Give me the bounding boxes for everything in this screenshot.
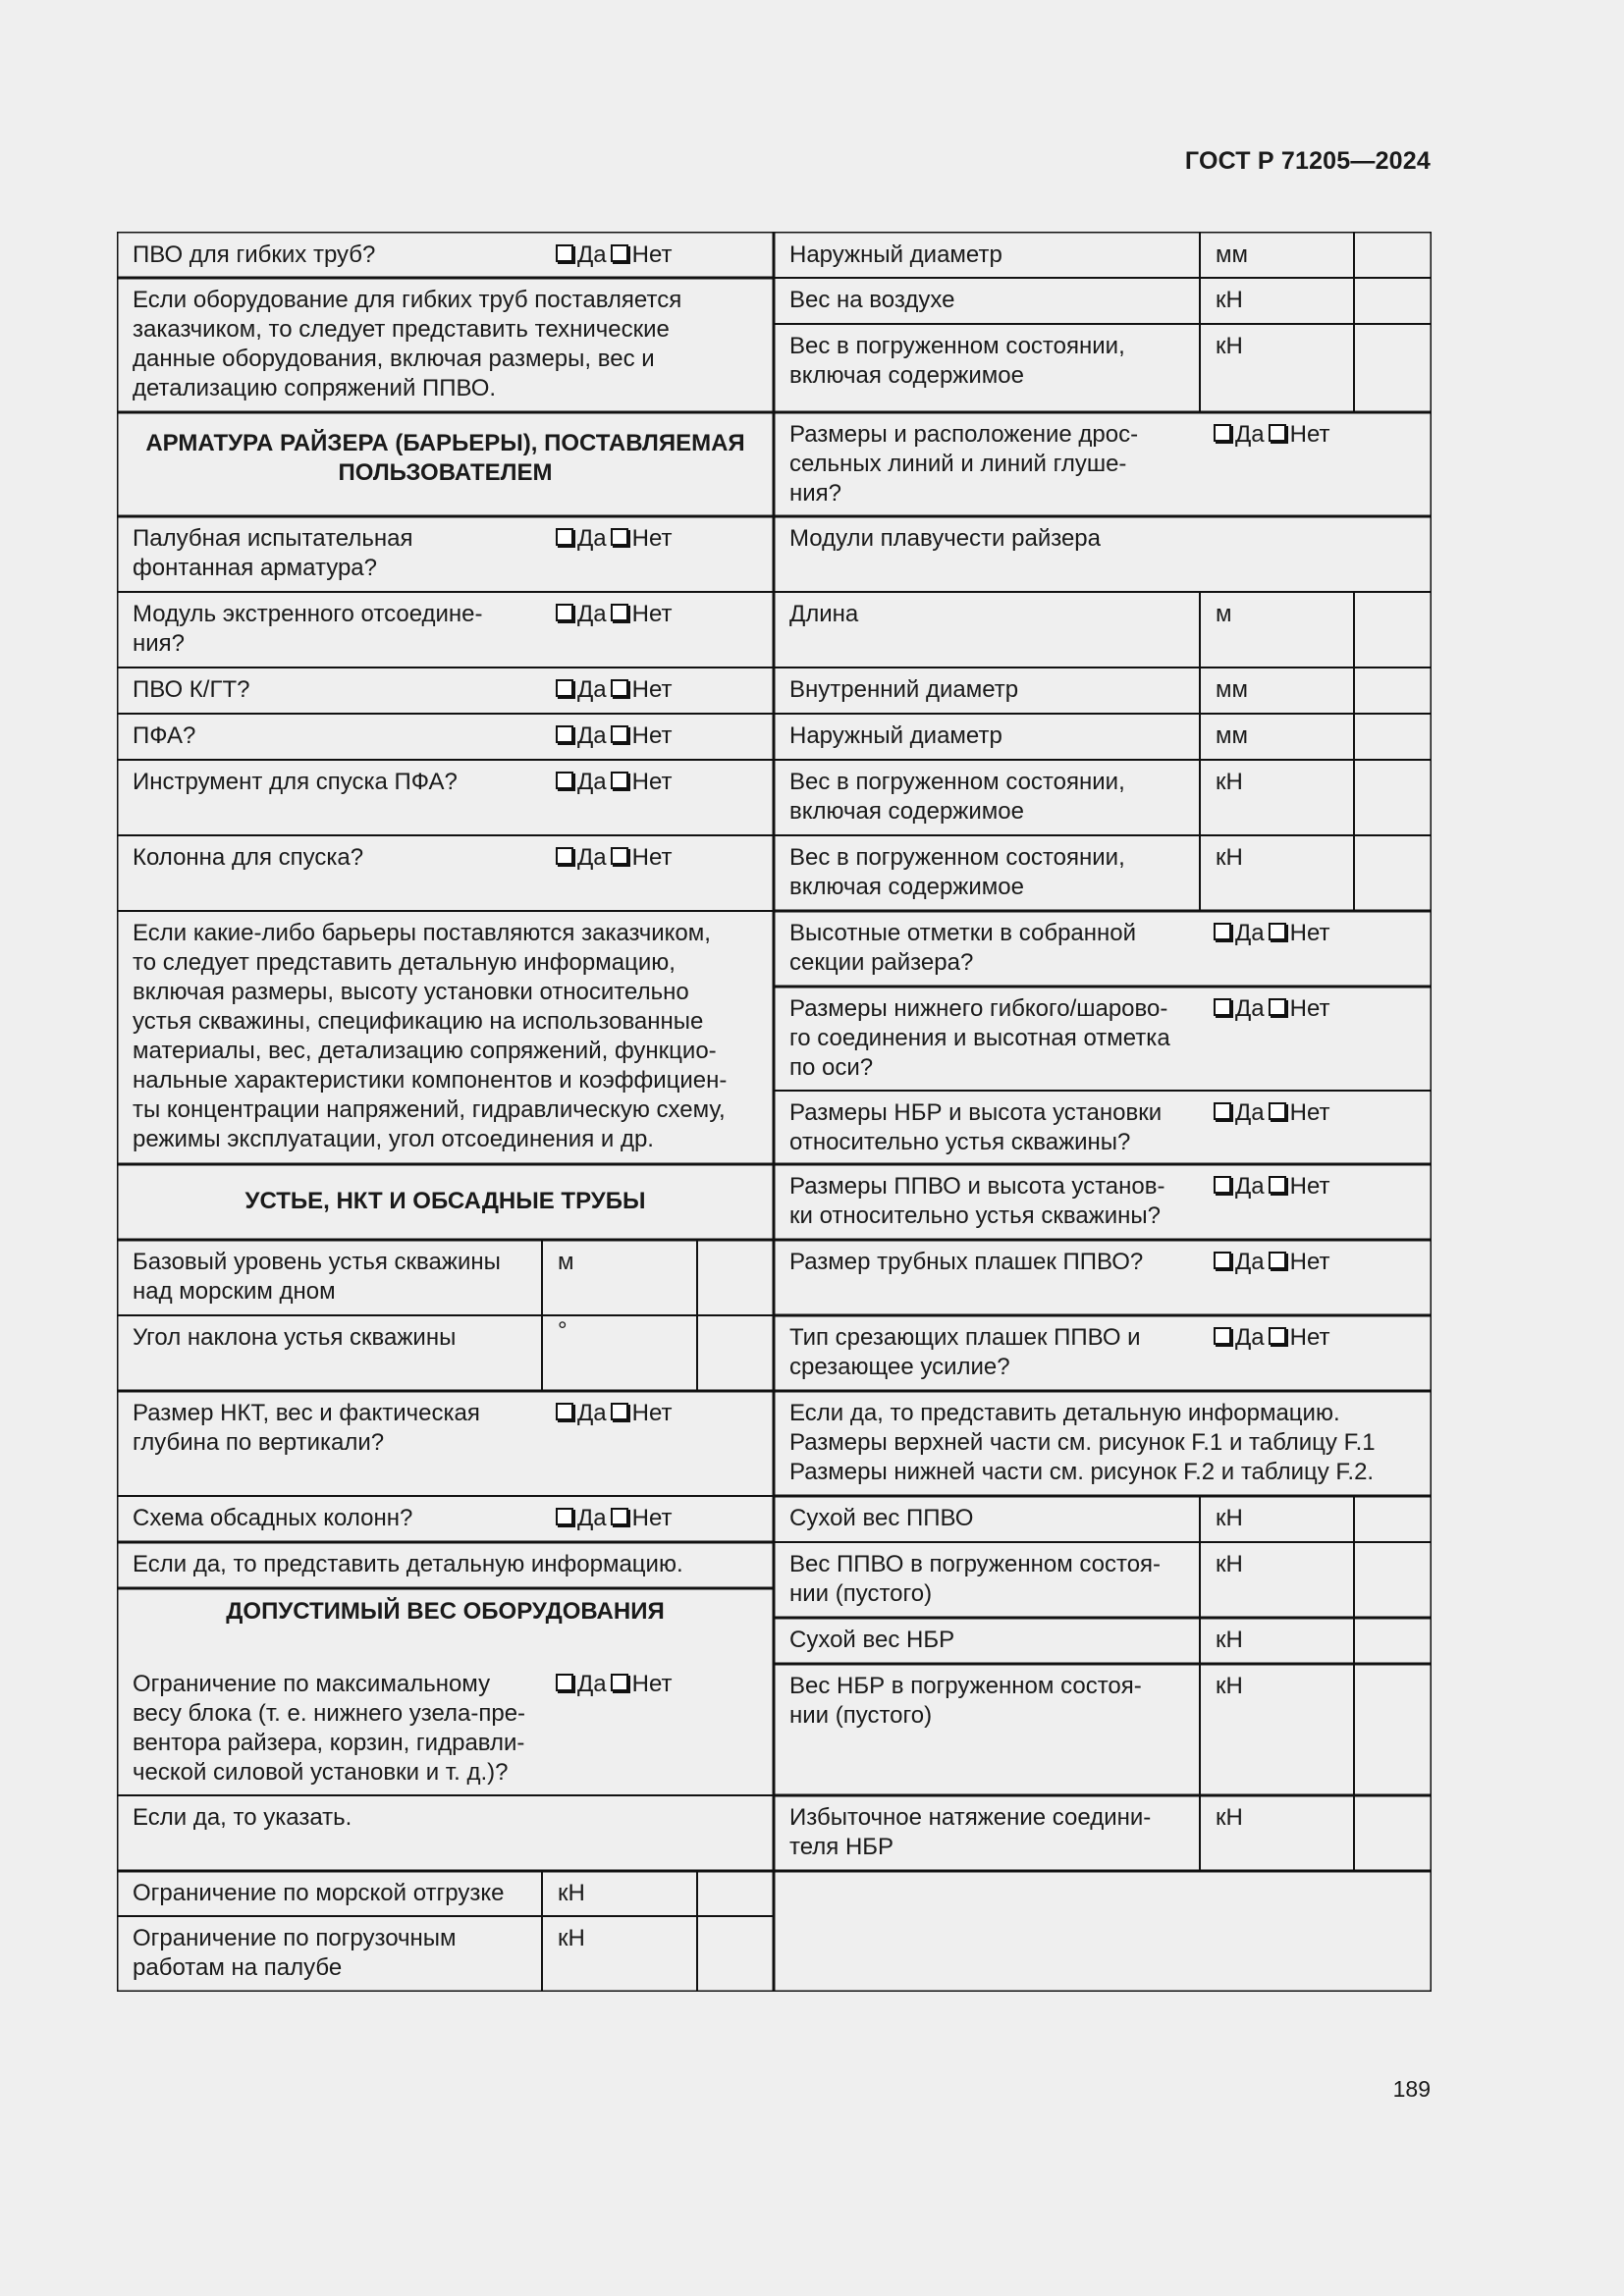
emergency-disconnect-question: Модуль экстренного отсоедине- ния? xyxy=(133,601,483,657)
checkbox-icon[interactable] xyxy=(1269,1176,1286,1194)
checkbox-icon[interactable] xyxy=(611,604,628,621)
checkbox-icon[interactable] xyxy=(1269,1102,1286,1120)
offshore-shipping-limit-label: Ограничение по морской отгрузке xyxy=(133,1880,505,1906)
sbop-submerged-weight-label: Вес ППВО в погруженном состоя- нии (пустого) xyxy=(789,1551,1162,1607)
deck-handling-limit-unit: кН xyxy=(558,1925,585,1951)
wellhead-datum-label: Базовый уровень устья скважины над морским дном xyxy=(133,1249,501,1305)
buoyancy-submerged-weight-unit: кН xyxy=(1216,769,1243,795)
lmrp-dimensions-choice[interactable]: Да Нет xyxy=(1214,1098,1329,1128)
shear-rams-choice[interactable]: Да Нет xyxy=(1214,1323,1329,1353)
section-heading-allowable-weight: ДОПУСТИМЫЙ ВЕС ОБОРУДОВАНИЯ xyxy=(226,1598,665,1625)
deck-test-tree-choice[interactable]: Да Нет xyxy=(556,524,672,554)
sbop-dry-weight-label: Сухой вес ППВО xyxy=(789,1505,974,1531)
emergency-disconnect-choice[interactable]: Да Нет xyxy=(556,600,672,629)
tree-running-tool-choice[interactable]: Да Нет xyxy=(556,768,672,797)
buoyancy-modules-heading: Модули плавучести райзера xyxy=(789,525,1102,552)
inner-diameter-unit: мм xyxy=(1216,676,1248,703)
checkbox-icon[interactable] xyxy=(556,528,573,546)
checkbox-icon[interactable] xyxy=(611,528,628,546)
max-block-weight-question: Ограничение по максимальному весу блока (т. е. нижнего узела-пре- вентора райзера, корзин, гидравли- ческой силовой установки и т. д.)? xyxy=(133,1671,526,1786)
checkbox-icon[interactable] xyxy=(1214,1252,1231,1269)
flex-joint-choice[interactable]: Да Нет xyxy=(1214,994,1329,1024)
subsea-tree-question: ПФА? xyxy=(133,722,196,749)
checkbox-icon[interactable] xyxy=(611,1403,628,1420)
checkbox-icon[interactable] xyxy=(556,1674,573,1691)
checkbox-icon[interactable] xyxy=(1269,998,1286,1016)
checkbox-icon[interactable] xyxy=(1214,1327,1231,1345)
running-string-question: Колонна для спуска? xyxy=(133,844,364,871)
running-string-choice[interactable]: Да Нет xyxy=(556,843,672,873)
checkbox-icon[interactable] xyxy=(611,725,628,743)
pipe-rams-choice[interactable]: Да Нет xyxy=(1214,1248,1329,1277)
air-weight-unit: кН xyxy=(1216,287,1243,313)
deck-test-tree-question: Палубная испытательная фонтанная арматура? xyxy=(133,525,413,581)
checkbox-icon[interactable] xyxy=(556,725,573,743)
length-unit: м xyxy=(1216,601,1232,627)
checkbox-icon[interactable] xyxy=(611,847,628,865)
choke-kill-lines-question: Размеры и расположение дрос- сельных линий и линий глуше- ния? xyxy=(789,421,1139,507)
casing-scheme-choice[interactable]: Да Нет xyxy=(556,1504,672,1533)
lmrp-submerged-weight-label: Вес НБР в погруженном состоя- нии (пустого) xyxy=(789,1673,1142,1729)
riser-elevations-question: Высотные отметки в собранной секции райзера? xyxy=(789,920,1137,976)
tree-running-tool-question: Инструмент для спуска ПФА? xyxy=(133,769,458,795)
lmrp-dry-weight-label: Сухой вес НБР xyxy=(789,1627,955,1653)
checkbox-icon[interactable] xyxy=(1269,1327,1286,1345)
lmrp-dimensions-question: Размеры НБР и высота установки относительно устья скважины? xyxy=(789,1099,1163,1155)
checkbox-icon[interactable] xyxy=(1214,424,1231,442)
checkbox-icon[interactable] xyxy=(1214,1102,1231,1120)
max-block-weight-choice[interactable]: Да Нет xyxy=(556,1670,672,1699)
sbop-dry-weight-unit: кН xyxy=(1216,1505,1243,1531)
sbop-details-note: Если да, то представить детальную информацию. Размеры верхней части см. рисунок F.1 и таблицу F.1 Размеры нижней части см. рисунок F.2 и таблицу F.2. xyxy=(789,1400,1376,1485)
checkbox-icon[interactable] xyxy=(1214,998,1231,1016)
checkbox-icon[interactable] xyxy=(556,1508,573,1525)
checkbox-icon[interactable] xyxy=(556,679,573,697)
checkbox-icon[interactable] xyxy=(611,1508,628,1525)
wellhead-inclination-label: Угол наклона устья скважины xyxy=(133,1324,457,1351)
deck-handling-limit-label: Ограничение по погрузочным работам на палубе xyxy=(133,1925,457,1981)
sbop-submerged-weight-unit: кН xyxy=(1216,1551,1243,1577)
buoyancy-submerged-weight-label: Вес в погруженном состоянии, включая содержимое xyxy=(789,769,1125,825)
buoyancy-submerged-weight-2-label: Вес в погруженном состоянии, включая содержимое xyxy=(789,844,1125,900)
lmrp-dry-weight-unit: кН xyxy=(1216,1627,1243,1653)
coiled-tubing-bop-choice[interactable]: Да Нет xyxy=(556,675,672,705)
lmrp-submerged-weight-unit: кН xyxy=(1216,1673,1243,1699)
section-heading-riser-fittings: АРМАТУРА РАЙЗЕРА (БАРЬЕРЫ), ПОСТАВЛЯЕМАЯ ПОЛЬЗОВАТЕЛЕМ xyxy=(145,430,745,486)
checkbox-icon[interactable] xyxy=(1269,1252,1286,1269)
checkbox-icon[interactable] xyxy=(611,679,628,697)
questionnaire-table xyxy=(117,232,1432,1992)
checkbox-icon[interactable] xyxy=(556,772,573,789)
checkbox-icon[interactable] xyxy=(1269,424,1286,442)
pipe-rams-question: Размер трубных плашек ППВО? xyxy=(789,1249,1144,1275)
tubing-size-choice[interactable]: Да Нет xyxy=(556,1399,672,1428)
flexible-pipe-bop-choice[interactable]: Да Нет xyxy=(556,240,672,270)
outer-diameter-label: Наружный диаметр xyxy=(789,241,1002,268)
checkbox-icon[interactable] xyxy=(611,1674,628,1691)
lmrp-overpull-label: Избыточное натяжение соедини- теля НБР xyxy=(789,1804,1152,1860)
checkbox-icon[interactable] xyxy=(1269,923,1286,940)
coiled-tubing-bop-question: ПВО К/ГТ? xyxy=(133,676,250,703)
flexible-pipe-bop-question: ПВО для гибких труб? xyxy=(133,241,376,268)
document-code: ГОСТ Р 71205—2024 xyxy=(1184,147,1431,175)
shear-rams-question: Тип срезающих плашек ППВО и срезающее усилие? xyxy=(789,1324,1141,1380)
riser-elevations-choice[interactable]: Да Нет xyxy=(1214,919,1329,948)
buoyancy-outer-diameter-unit: мм xyxy=(1216,722,1248,749)
checkbox-icon[interactable] xyxy=(611,244,628,262)
wellhead-inclination-unit: ° xyxy=(558,1317,568,1344)
page-number: 189 xyxy=(1392,2076,1431,2102)
outer-diameter-unit: мм xyxy=(1216,241,1248,268)
casing-details-note: Если да, то представить детальную информацию. xyxy=(133,1551,683,1577)
tubing-size-question: Размер НКТ, вес и фактическая глубина по вертикали? xyxy=(133,1400,480,1456)
offshore-shipping-limit-unit: кН xyxy=(558,1880,585,1906)
checkbox-icon[interactable] xyxy=(611,772,628,789)
sbop-dimensions-question: Размеры ППВО и высота установ- ки относительно устья скважины? xyxy=(789,1173,1165,1229)
checkbox-icon[interactable] xyxy=(1214,923,1231,940)
specify-note: Если да, то указать. xyxy=(133,1804,352,1831)
buoyancy-outer-diameter-label: Наружный диаметр xyxy=(789,722,1002,749)
choke-kill-lines-choice[interactable]: Да Нет xyxy=(1214,420,1329,450)
submerged-weight-label: Вес в погруженном состоянии, включая содержимое xyxy=(789,333,1125,389)
flex-joint-question: Размеры нижнего гибкого/шарово- го соединения и высотная отметка по оси? xyxy=(789,995,1170,1081)
flexible-pipe-note: Если оборудование для гибких труб поставляется заказчиком, то следует представить технические данные оборудования, включая размеры, вес и детализацию сопряжений ППВО. xyxy=(133,287,682,401)
inner-diameter-label: Внутренний диаметр xyxy=(789,676,1019,703)
barrier-details-note: Если какие-либо барьеры поставляются заказчиком, то следует представить детальную информацию, включая размеры, высоту установки относительно устья скважины, спецификацию на использованные материалы, вес, детализацию сопряжений, функцио- нальные характеристики компонентов и коэффициен- ты концентрации напряжений, гидравлическую схему, режимы эксплуатации, угол отсоединения и др. xyxy=(133,920,728,1152)
length-label: Длина xyxy=(789,601,859,627)
checkbox-icon[interactable] xyxy=(556,604,573,621)
checkbox-icon[interactable] xyxy=(556,1403,573,1420)
subsea-tree-choice[interactable]: Да Нет xyxy=(556,721,672,751)
sbop-dimensions-choice[interactable]: Да Нет xyxy=(1214,1172,1329,1201)
casing-scheme-question: Схема обсадных колонн? xyxy=(133,1505,413,1531)
submerged-weight-unit: кН xyxy=(1216,333,1243,359)
section-heading-wellhead: УСТЬЕ, НКТ И ОБСАДНЫЕ ТРУБЫ xyxy=(244,1188,646,1214)
checkbox-icon[interactable] xyxy=(1214,1176,1231,1194)
air-weight-label: Вес на воздухе xyxy=(789,287,955,313)
lmrp-overpull-unit: кН xyxy=(1216,1804,1243,1831)
checkbox-icon[interactable] xyxy=(556,847,573,865)
wellhead-datum-unit: м xyxy=(558,1249,574,1275)
buoyancy-submerged-weight-2-unit: кН xyxy=(1216,844,1243,871)
checkbox-icon[interactable] xyxy=(556,244,573,262)
